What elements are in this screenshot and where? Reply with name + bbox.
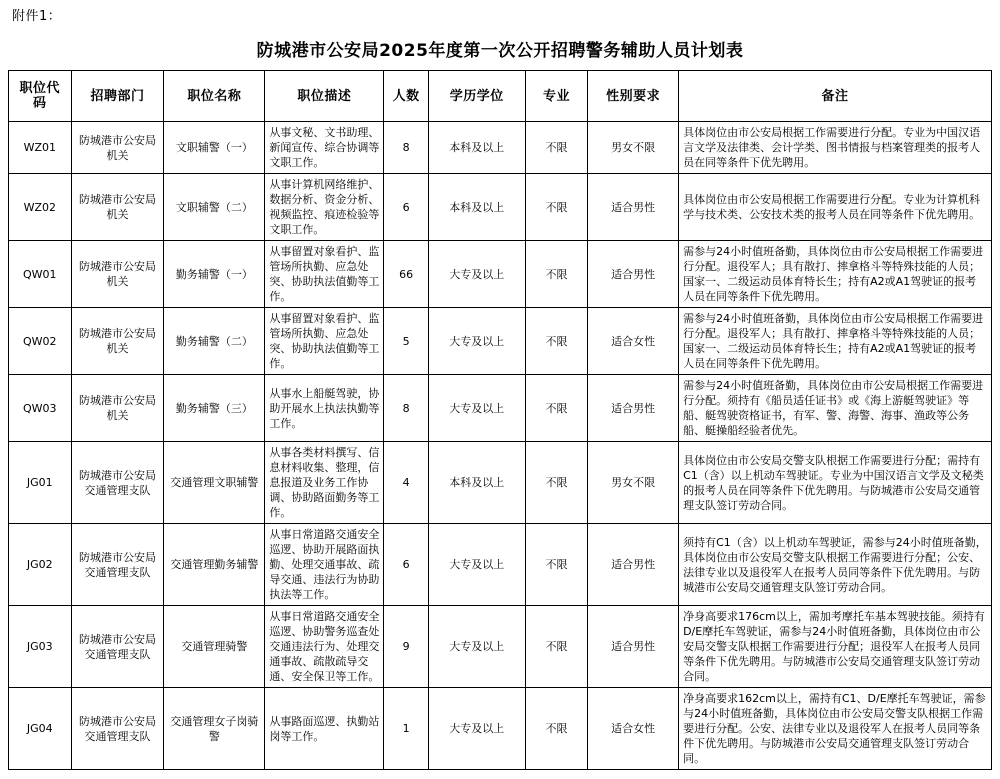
cell-num: 8 xyxy=(384,375,428,442)
cell-major: 不限 xyxy=(525,174,588,241)
cell-edu: 大专及以上 xyxy=(428,241,525,308)
cell-note: 需参与24小时值班备勤，具体岗位由市公安局根据工作需要进行分配。须持有《船员适任证书》或《海上游艇驾驶证》等船、艇驾驶资格证书，有军、警、海警、海事、渔政等公务船、艇操船经验者优先。 xyxy=(679,375,992,442)
cell-dept: 防城港市公安局机关 xyxy=(71,375,164,442)
table-row xyxy=(9,606,992,688)
cell-title: 勤务辅警（三） xyxy=(164,375,265,442)
cell-code: JG02 xyxy=(9,524,72,606)
cell-gender: 适合男性 xyxy=(588,375,679,442)
column-header-edu: 学历学位 xyxy=(428,71,525,122)
table-row xyxy=(9,442,992,524)
cell-num: 5 xyxy=(384,308,428,375)
cell-note: 具体岗位由市公安局交警支队根据工作需要进行分配；需持有C1（含）以上机动车驾驶证。专业为中国汉语言文学及文秘类的报考人员在同等条件下优先聘用。与防城港市公安局交通管理支队签订劳动合同。 xyxy=(679,442,992,524)
cell-major: 不限 xyxy=(525,442,588,524)
cell-code: JG04 xyxy=(9,688,72,770)
cell-note: 净身高要求162cm以上，需持有C1、D/E摩托车驾驶证，需参与24小时值班备勤，具体岗位由市公安局交警支队根据工作需要进行分配。公安、法律专业以及退役军人在报考人员同等条件下优先聘用。与防城港市公安局交通管理支队签订劳动合同。 xyxy=(679,688,992,770)
cell-dept: 防城港市公安局交通管理支队 xyxy=(71,688,164,770)
cell-code: JG01 xyxy=(9,442,72,524)
recruitment-plan-table xyxy=(8,70,992,770)
column-header-code: 职位代码 xyxy=(9,71,72,122)
table-row xyxy=(9,174,992,241)
cell-title: 交通管理勤务辅警 xyxy=(164,524,265,606)
cell-major: 不限 xyxy=(525,606,588,688)
cell-num: 9 xyxy=(384,606,428,688)
cell-edu: 本科及以上 xyxy=(428,174,525,241)
cell-desc: 从事留置对象看护、监管场所执勤、应急处突、协助执法值勤等工作。 xyxy=(265,241,384,308)
cell-title: 交通管理骑警 xyxy=(164,606,265,688)
cell-edu: 大专及以上 xyxy=(428,375,525,442)
cell-edu: 大专及以上 xyxy=(428,688,525,770)
table-row xyxy=(9,308,992,375)
cell-edu: 大专及以上 xyxy=(428,308,525,375)
cell-code: WZ01 xyxy=(9,122,72,174)
cell-code: QW02 xyxy=(9,308,72,375)
column-header-note: 备注 xyxy=(679,71,992,122)
cell-num: 4 xyxy=(384,442,428,524)
cell-desc: 从事计算机网络维护、数据分析、资金分析、视频监控、痕迹检验等文职工作。 xyxy=(265,174,384,241)
cell-gender: 男女不限 xyxy=(588,442,679,524)
cell-dept: 防城港市公安局机关 xyxy=(71,308,164,375)
cell-num: 6 xyxy=(384,524,428,606)
table-body xyxy=(9,122,992,770)
attachment-label: 附件1： xyxy=(12,9,62,24)
cell-desc: 从事留置对象看护、监管场所执勤、应急处突、协助执法值勤等工作。 xyxy=(265,308,384,375)
cell-edu: 本科及以上 xyxy=(428,442,525,524)
table-row xyxy=(9,122,992,174)
cell-desc: 从事路面巡逻、执勤站岗等工作。 xyxy=(265,688,384,770)
cell-desc: 从事各类材料撰写、信息材料收集、整理，信息报道及业务工作协调、协助路面勤务等工作。 xyxy=(265,442,384,524)
cell-desc: 从事文秘、文书助理、新闻宣传、综合协调等文职工作。 xyxy=(265,122,384,174)
cell-gender: 适合男性 xyxy=(588,524,679,606)
page-title: 防城港市公安局2025年度第一次公开招聘警务辅助人员计划表 xyxy=(256,41,744,61)
cell-major: 不限 xyxy=(525,122,588,174)
cell-gender: 适合女性 xyxy=(588,308,679,375)
cell-desc: 从事日常道路交通安全巡逻、协助开展路面执勤、处理交通事故、疏导交通、违法行为协助执法等工作。 xyxy=(265,524,384,606)
column-header-gender: 性别要求 xyxy=(588,71,679,122)
cell-dept: 防城港市公安局交通管理支队 xyxy=(71,524,164,606)
cell-title: 交通管理女子岗骑警 xyxy=(164,688,265,770)
column-header-dept: 招聘部门 xyxy=(71,71,164,122)
cell-dept: 防城港市公安局机关 xyxy=(71,241,164,308)
column-header-num: 人数 xyxy=(384,71,428,122)
table-row xyxy=(9,375,992,442)
cell-dept: 防城港市公安局机关 xyxy=(71,122,164,174)
table-row xyxy=(9,241,992,308)
cell-code: QW03 xyxy=(9,375,72,442)
cell-code: QW01 xyxy=(9,241,72,308)
cell-title: 勤务辅警（二） xyxy=(164,308,265,375)
cell-note: 具体岗位由市公安局根据工作需要进行分配。专业为计算机科学与技术类、公安技术类的报考人员在同等条件下优先聘用。 xyxy=(679,174,992,241)
table-row xyxy=(9,688,992,770)
cell-num: 66 xyxy=(384,241,428,308)
cell-gender: 适合男性 xyxy=(588,174,679,241)
cell-dept: 防城港市公安局机关 xyxy=(71,174,164,241)
cell-note: 需参与24小时值班备勤，具体岗位由市公安局根据工作需要进行分配。退役军人；具有散打、摔拿格斗等特殊技能的人员；国家一、二级运动员体育特长生；持有A2或A1驾驶证的报考人员在同等条件下优先聘用。 xyxy=(679,241,992,308)
cell-desc: 从事日常道路交通安全巡逻、协助警务巡查处交通违法行为、处理交通事故、疏散疏导交通、安全保卫等工作。 xyxy=(265,606,384,688)
cell-code: WZ02 xyxy=(9,174,72,241)
cell-gender: 适合男性 xyxy=(588,241,679,308)
cell-note: 需参与24小时值班备勤，具体岗位由市公安局根据工作需要进行分配。退役军人；具有散打、摔拿格斗等特殊技能的人员；国家一、二级运动员体育特长生；持有A2或A1驾驶证的报考人员在同等条件下优先聘用。 xyxy=(679,308,992,375)
cell-note: 净身高要求176cm以上，需加考摩托车基本驾驶技能。须持有D/E摩托车驾驶证，需参与24小时值班备勤，具体岗位由市公安局交警支队根据工作需要进行分配；退役军人在报考人员同等条件下优先聘用。与防城港市公安局交通管理支队签订劳动合同。 xyxy=(679,606,992,688)
cell-desc: 从事水上船艇驾驶，协助开展水上执法执勤等工作。 xyxy=(265,375,384,442)
cell-title: 交通管理文职辅警 xyxy=(164,442,265,524)
cell-edu: 大专及以上 xyxy=(428,606,525,688)
cell-code: JG03 xyxy=(9,606,72,688)
cell-major: 不限 xyxy=(525,524,588,606)
cell-note: 须持有C1（含）以上机动车驾驶证，需参与24小时值班备勤，具体岗位由市公安局交警支队根据工作需要进行分配；公安、法律专业以及退役军人在报考人员同等条件下优先聘用。与防城港市公安局交通管理支队签订劳动合同。 xyxy=(679,524,992,606)
column-header-desc: 职位描述 xyxy=(265,71,384,122)
cell-major: 不限 xyxy=(525,688,588,770)
cell-gender: 适合女性 xyxy=(588,688,679,770)
table-header-row xyxy=(9,71,992,122)
cell-note: 具体岗位由市公安局根据工作需要进行分配。专业为中国汉语言文学及法律类、会计学类、图书情报与档案管理类的报考人员在同等条件下优先聘用。 xyxy=(679,122,992,174)
table-row xyxy=(9,524,992,606)
cell-gender: 适合男性 xyxy=(588,606,679,688)
cell-title: 文职辅警（一） xyxy=(164,122,265,174)
cell-num: 8 xyxy=(384,122,428,174)
cell-title: 勤务辅警（一） xyxy=(164,241,265,308)
column-header-major: 专业 xyxy=(525,71,588,122)
cell-edu: 本科及以上 xyxy=(428,122,525,174)
cell-major: 不限 xyxy=(525,241,588,308)
cell-dept: 防城港市公安局交通管理支队 xyxy=(71,442,164,524)
cell-dept: 防城港市公安局交通管理支队 xyxy=(71,606,164,688)
cell-title: 文职辅警（二） xyxy=(164,174,265,241)
cell-edu: 大专及以上 xyxy=(428,524,525,606)
cell-gender: 男女不限 xyxy=(588,122,679,174)
cell-major: 不限 xyxy=(525,375,588,442)
cell-num: 6 xyxy=(384,174,428,241)
cell-major: 不限 xyxy=(525,308,588,375)
column-header-title: 职位名称 xyxy=(164,71,265,122)
cell-num: 1 xyxy=(384,688,428,770)
